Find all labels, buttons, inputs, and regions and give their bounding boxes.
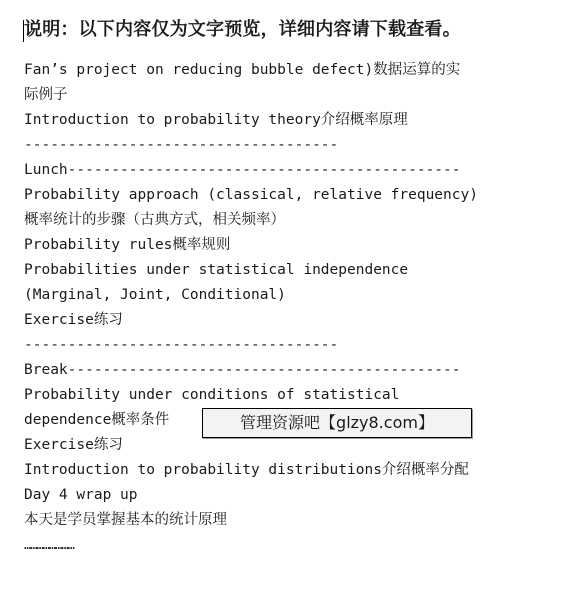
lunch-separator: Lunch--------------------------------------------- (24, 162, 461, 178)
text-line: 概率统计的步骤（古典方式，相关频率） (24, 212, 285, 228)
text-line: Introduction to probability theory介绍概率原理 (24, 112, 408, 128)
text-line: Probabilities under statistical independence (24, 262, 409, 278)
ellipsis-line: …………………… (24, 538, 74, 552)
text-line: Probability under conditions of statistical (24, 387, 400, 403)
text-line: Probability approach (classical, relative frequency) (24, 187, 478, 203)
text-line: Introduction to probability distributions介绍概率分配 (24, 462, 469, 478)
text-line: dependence概率条件 (24, 412, 170, 428)
text-line: Day 4 wrap up (24, 487, 138, 503)
separator-line: ------------------------------------ (24, 137, 339, 153)
preview-notice: 说明：以下内容仅为文字预览，详细内容请下载查看。 (24, 19, 461, 40)
text-line: Probability rules概率规则 (24, 237, 231, 253)
text-line: Exercise练习 (24, 437, 123, 453)
separator-line: ------------------------------------ (24, 337, 339, 353)
text-line: 本天是学员掌握基本的统计原理 (24, 512, 227, 528)
text-line: (Marginal, Joint, Conditional) (24, 287, 286, 303)
document-body (24, 58, 564, 558)
text-line: 际例子 (24, 87, 68, 103)
text-line: Exercise练习 (24, 312, 123, 328)
watermark-badge: 管理资源吧【glzy8.com】 (202, 408, 472, 438)
text-line: Fan’s project on reducing bubble defect)数据运算的实 (24, 62, 461, 78)
break-separator: Break--------------------------------------------- (24, 362, 461, 378)
